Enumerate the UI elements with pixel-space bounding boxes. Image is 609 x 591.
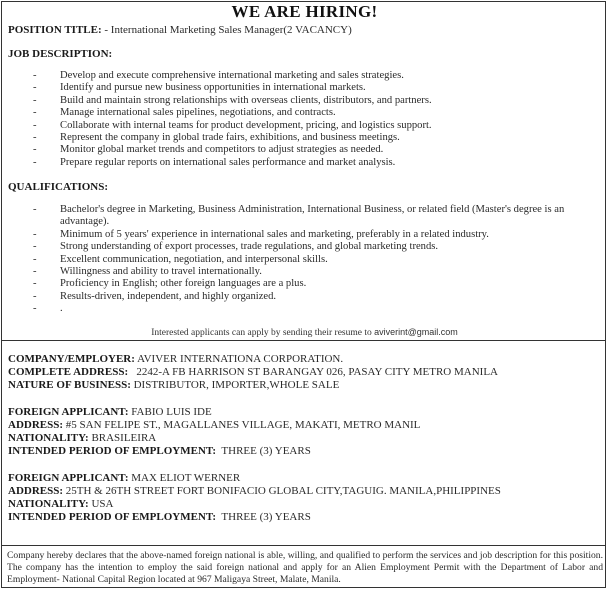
position-title-row [8,24,352,36]
employer-declaration: Company hereby declares that the above-named foreign national is able, willing, and qualified to perform the services and job description for this position. The company has the intention to employ the said foreign national and apply for an Alien Employment Permit with the Department of Labor and Employment- National Capital Region located at 967 Maligaya Street, Malate, Manila. [7,550,603,585]
nature-of-business-value: DISTRIBUTOR, IMPORTER,WHOLE SALE [133,379,340,391]
list-item: - Minimum of 5 years' experience in international sales and marketing, preferably in a related industry. [0,229,609,241]
applicant1-name-row [8,406,212,418]
list-item: - Results-driven, independent, and highly organized. [0,291,609,303]
applicant2-nationality-row [8,498,113,510]
list-item: - Identify and pursue new business opportunities in international markets. [0,82,609,94]
apply-text: Interested applicants can apply by sending their resume to [151,328,375,338]
applicant2-nationality-value: USA [91,498,114,510]
applicant2-period-value: THREE (3) YEARS [221,511,311,523]
applicant1-name-value: FABIO LUIS IDE [131,406,212,418]
hiring-headline: WE ARE HIRING! [231,2,378,21]
list-item: - Excellent communication, negotiation, and interpersonal skills. [0,254,609,266]
applicant2-name-value: MAX ELIOT WERNER [131,472,241,484]
applicant2-nationality-label: NATIONALITY: [8,498,89,510]
applicant1-nationality-row [8,432,156,444]
list-item: - Collaborate with internal teams for product development, pricing, and logistics support. [0,120,609,132]
list-item: - Manage international sales pipelines, negotiations, and contracts. [0,107,609,119]
applicant2-period-row [8,511,311,523]
applicant2-name-row [8,472,240,484]
nature-of-business-row [8,379,339,391]
applicant1-address-value: #5 SAN FELIPE ST., MAGALLANES VILLAGE, MAKATI, METRO MANIL [65,419,421,431]
applicant1-nationality-value: BRASILEIRA [91,432,157,444]
applicant2-period-label: INTENDED PERIOD OF EMPLOYMENT: [8,511,217,523]
company-address-row [8,366,498,378]
applicant1-address-label: ADDRESS: [8,419,64,431]
company-value: AVIVER INTERNATIONA CORPORATION. [137,353,344,365]
applicant1-address-row [8,419,420,431]
section-divider-top [1,340,606,341]
company-row [8,353,343,365]
list-item: - Prepare regular reports on international sales performance and market analysis. [0,157,609,169]
job-description-heading: JOB DESCRIPTION: [8,48,113,60]
applicant1-period-label: INTENDED PERIOD OF EMPLOYMENT: [8,445,217,457]
company-label: COMPANY/EMPLOYER: [8,353,135,365]
applicant1-name-label: FOREIGN APPLICANT: [8,406,129,418]
applicant2-address-row [8,485,501,497]
applicant1-period-value: THREE (3) YEARS [221,445,311,457]
list-item: - Proficiency in English; other foreign languages are a plus. [0,278,609,290]
position-title-label: POSITION TITLE: [8,24,102,36]
applicant2-address-label: ADDRESS: [8,485,64,497]
company-address-value: 2242-A FB HARRISON ST BARANGAY 026, PASAY CITY METRO MANILA [136,366,498,378]
applicant2-name-label: FOREIGN APPLICANT: [8,472,129,484]
qualifications-list [0,204,609,316]
list-item: - Bachelor's degree in Marketing, Business Administration, International Business, or related field (Master's degree is an advantage). [0,204,609,229]
applicant1-nationality-label: NATIONALITY: [8,432,89,444]
qualifications-heading: QUALIFICATIONS: [8,181,109,193]
nature-of-business-label: NATURE OF BUSINESS: [8,379,131,391]
list-item: - Willingness and ability to travel internationally. [0,266,609,278]
list-item: - Develop and execute comprehensive international marketing and sales strategies. [0,70,609,82]
applicant2-address-value: 25TH & 26TH STREET FORT BONIFACIO GLOBAL CITY,TAGUIG. MANILA,PHILIPPINES [65,485,501,497]
list-item: - Monitor global market trends and competitors to adjust strategies as needed. [0,144,609,156]
position-title-value: - International Marketing Sales Manager(2 VACANCY) [104,24,352,36]
apply-email-link[interactable]: aviverint@gmail.com [374,327,458,337]
applicant1-period-row [8,445,311,457]
list-item: - Strong understanding of export processes, trade regulations, and global marketing trends. [0,241,609,253]
list-item: - Build and maintain strong relationships with overseas clients, distributors, and partners. [0,95,609,107]
section-divider-bottom [1,545,606,546]
list-item: - Represent the company in global trade fairs, exhibitions, and business meetings. [0,132,609,144]
apply-instructions [0,327,609,338]
job-description-list [0,70,609,169]
list-item: - . [0,303,609,315]
company-address-label: COMPLETE ADDRESS: [8,366,129,378]
